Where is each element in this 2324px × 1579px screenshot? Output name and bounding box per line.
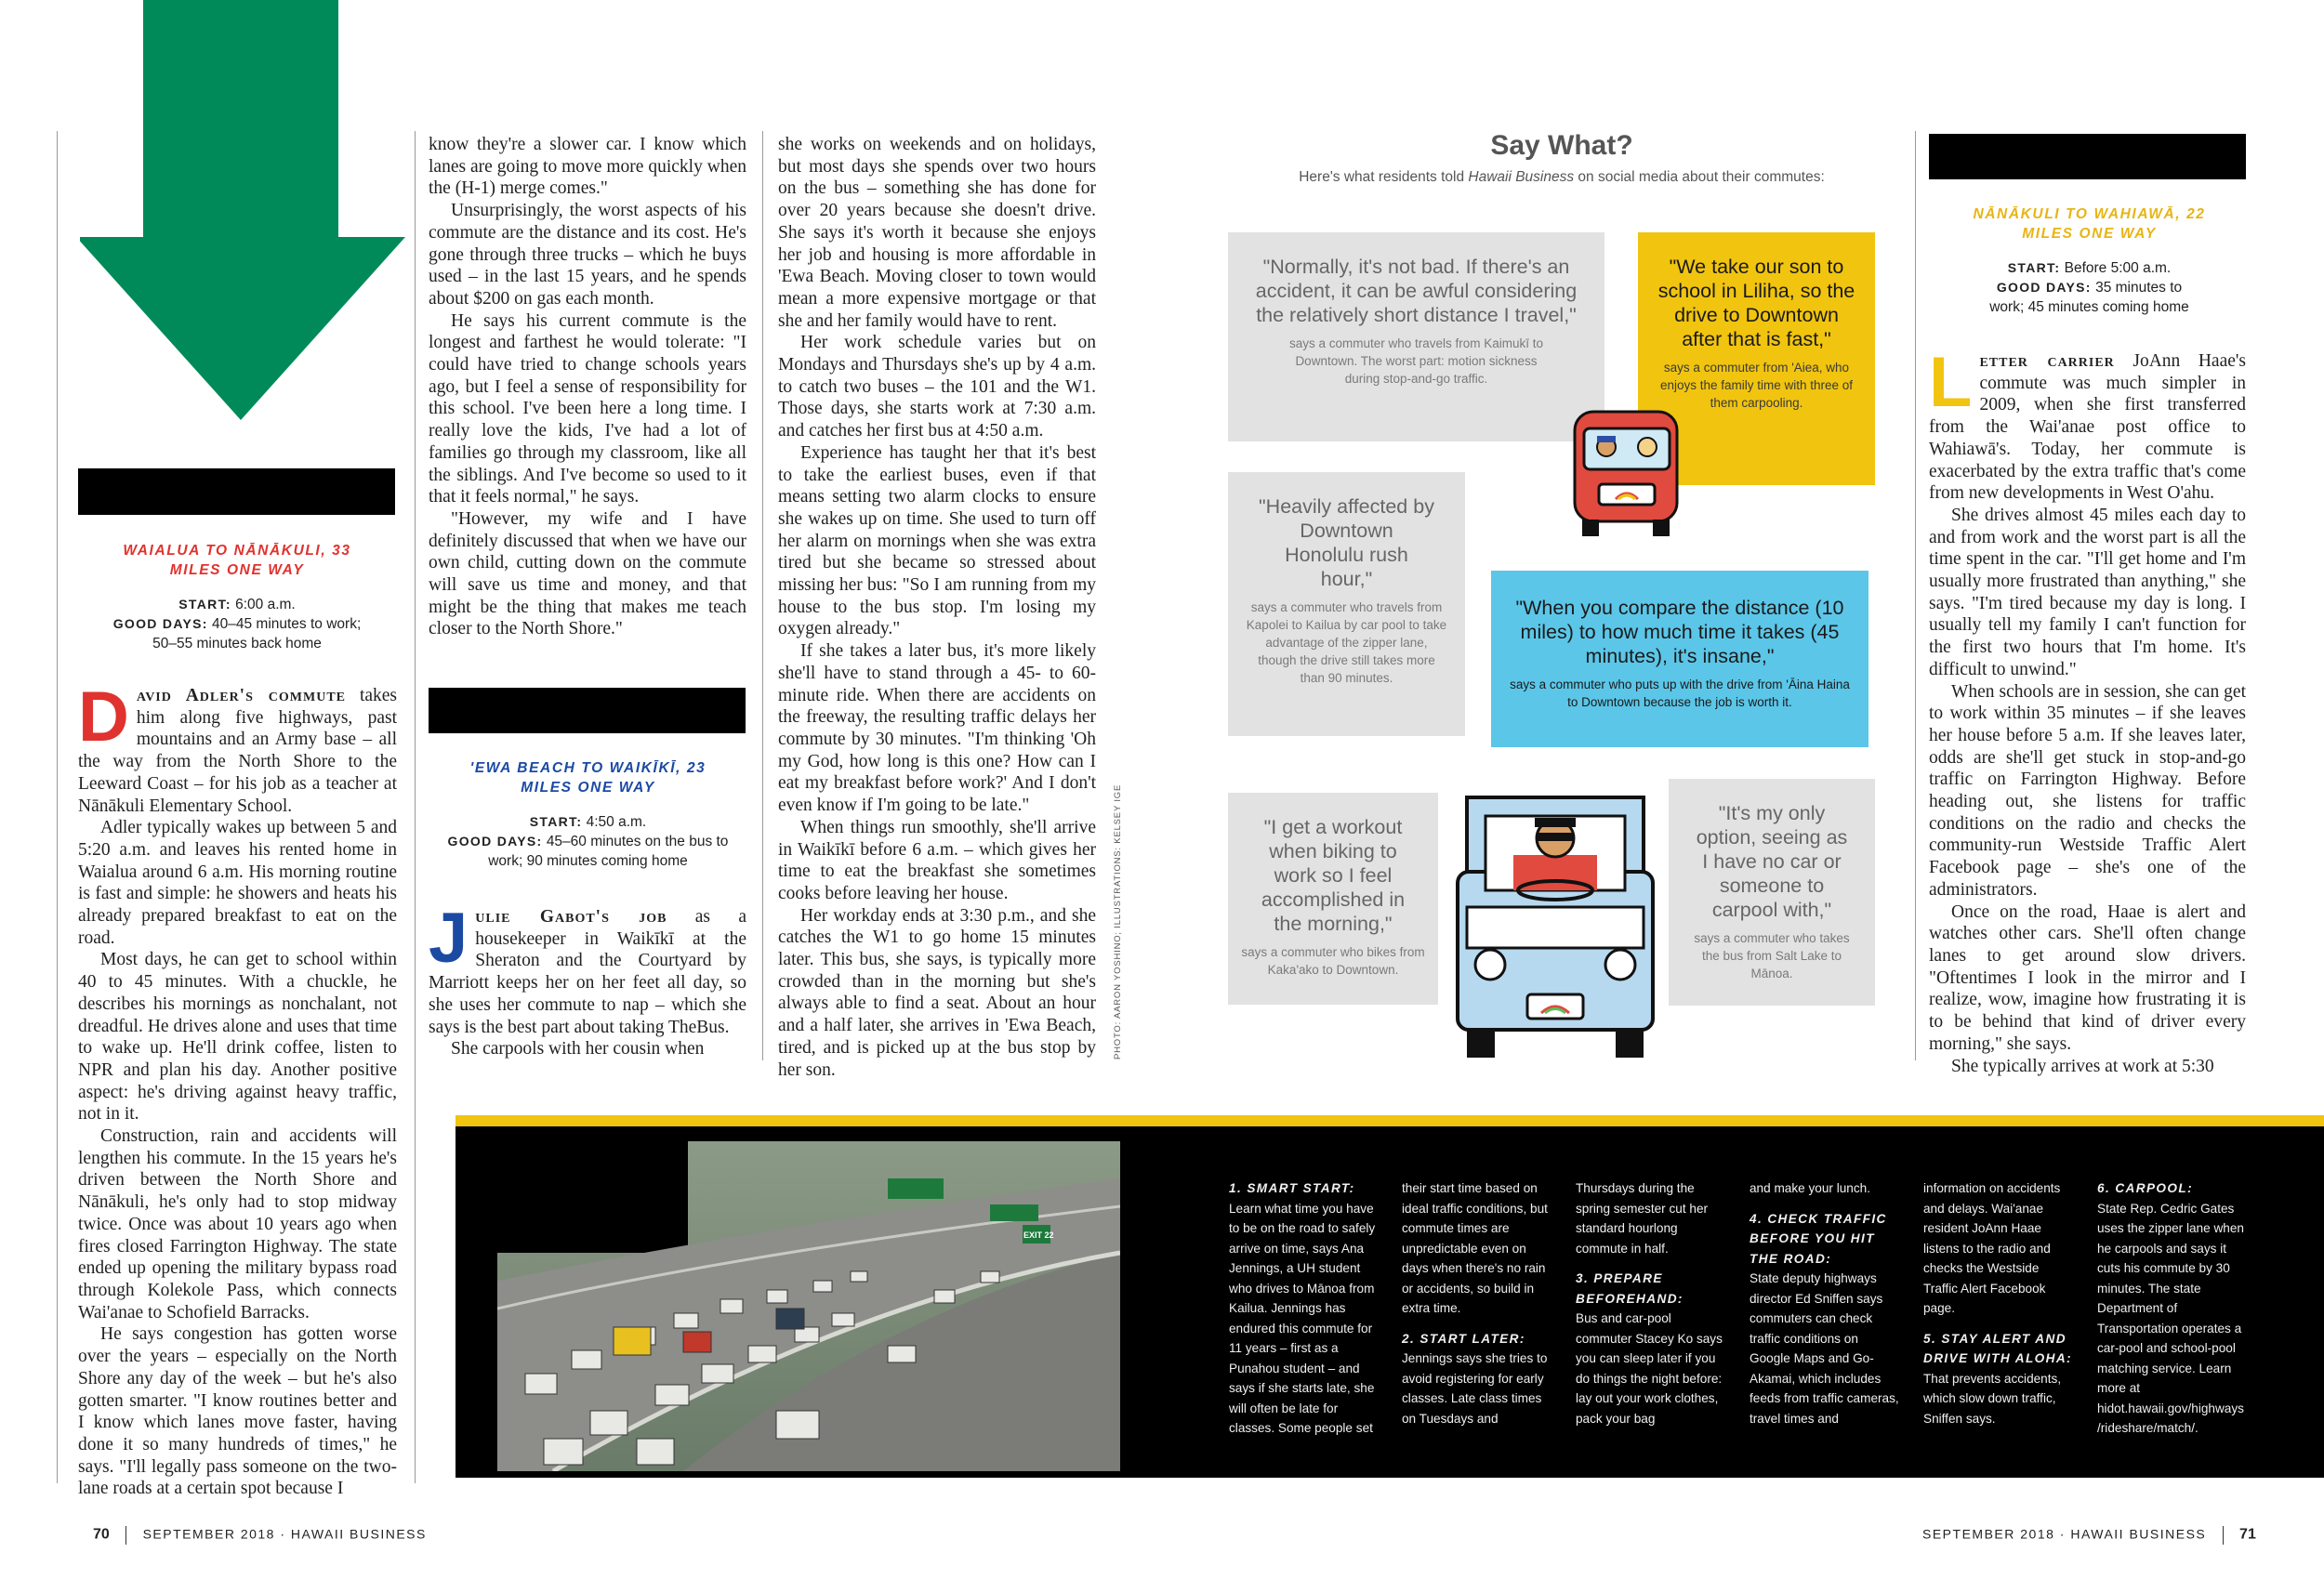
gooddays-value: 40–45 minutes to work; 50–55 minutes back home	[152, 616, 362, 651]
tip-heading: 4. CHECK TRAFFIC BEFORE YOU HIT THE ROAD:	[1750, 1211, 1887, 1266]
quote-attribution: says a commuter who bikes from Kaka'ako to Downtown.	[1241, 945, 1425, 977]
quote-text: "When you compare the distance (10 miles) to how much time it takes (45 minutes), it's insane,"	[1515, 597, 1844, 667]
gooddays-label: GOOD DAYS:	[447, 834, 543, 849]
tips-column	[1576, 1178, 1726, 1428]
quote-bubble	[1228, 472, 1465, 736]
tip-text: Thursdays during the spring semester cut her standard hourlong commute in half.	[1576, 1181, 1709, 1256]
paragraph: If she takes a later bus, it's more likely she'll have to stand through a 45- to 60-minute ride. When there are accidents on the freeway, the resulting traffic delays her commute by 30 minutes. "I'm thinking 'Oh my God, how long is this one? How can I eat my breakfast before work?' And I don't even know if I'm going to be late."	[778, 641, 1096, 816]
paragraph: She drives almost 45 miles each day to and from work and the worst part is all the time spent in the car. "I'll get home and I'm usually more frustrated than anything," she says. "I'm tired because my day is long. I usually tell my family I can't function for the first two hours that I'm home. It's difficult to unwind."	[1929, 505, 2246, 679]
tips-column	[1923, 1178, 2074, 1428]
paragraph: He says congestion has gotten worse over the years – especially on the North Shore any day of the week – but he's also gotten smarter. "I know routines better and I know which lanes move faster, having done it so many hundreds of times," he says. "I'll legally pass someone on the two-lane roads at a certain spot because I	[78, 1324, 397, 1499]
quote-bubble	[1669, 779, 1875, 1006]
tips-column	[1229, 1178, 1380, 1439]
column-rule	[57, 131, 58, 1483]
column-rule	[1915, 131, 1916, 1060]
tips-column	[1402, 1178, 1552, 1428]
paragraph: She carpools with her cousin when	[451, 1039, 705, 1059]
photo-credit: PHOTO: AARON YOSHINO; ILLUSTRATIONS: KELSEY IGE	[1113, 783, 1123, 1059]
drop-cap: J	[429, 899, 469, 978]
paragraph: Experience has taught her that it's best to take the earliest buses, even if that means setting two alarm clocks to ensure she wakes up on time. She used to turn off her alarm on mornings when she was extra tired but she became so stressed about missing her bus: "So I am running from my house to the bus stop. I'm losing my oxygen already."	[778, 442, 1096, 639]
publication-name: Hawaii Business	[1468, 169, 1575, 185]
quote-bubble	[1228, 232, 1604, 441]
column-rule	[762, 131, 763, 1060]
page-number: 71	[2239, 1526, 2256, 1543]
paragraph: as a housekeeper in Waikīkī at the Sheraton and the Courtyard by Marriott keeps her on her feet all day, so she uses her commute to nap – which she says is the best part about taking TheBus.	[429, 907, 747, 1037]
quote-text: "Heavily affected by Downtown Honolulu rush hour,"	[1259, 495, 1434, 590]
article-column-4	[1929, 343, 2246, 1077]
tip-text: their start time based on ideal traffic conditions, but commute times are unpredictable even on days when there's no rain or accidents, so build in extra time.	[1402, 1181, 1548, 1315]
quote-bubble	[1491, 571, 1868, 747]
article-column-2b	[429, 899, 747, 1060]
gooddays-value: 35 minutes to work; 45 minutes coming home	[1989, 280, 2189, 315]
paragraph: takes him along five highways, past mountains and an Army base – all the way from the North Shore to the Leeward Coast – for his job as a teacher at Nānākuli Elementary School.	[78, 686, 398, 816]
tip-text: Bus and car-pool commuter Stacey Ko says you can sleep later if you do things the night before: lay out your work clothes, pack your bag	[1576, 1311, 1723, 1426]
paragraph: Unsurprisingly, the worst aspects of his commute are the distance and its cost. He's gone through three trucks – which he buys used – in the last 15 years, and he spends about $200 on gas each month.	[429, 201, 746, 309]
tip-heading: 3. PREPARE BEFOREHAND:	[1576, 1271, 1684, 1306]
paragraph: "However, my wife and I have definitely discussed that when we have our own child, cutting down on the commute will save us time and money, and that might be the thing that makes me teach closer to the North Shore."	[429, 508, 746, 639]
route-title: NĀNĀKULI TO WAHIAWĀ, 22 MILES ONE WAY	[1973, 206, 2206, 242]
section-header-bar	[78, 468, 395, 515]
paragraph: Most days, he can get to school within 40 to 45 minutes. With a chuckle, he describes his mornings as nonchalant, not dreadful. He drives alone and uses that time to wake up. He'll drink coffee, listen to NPR and plan his day. Another positive aspect: he's driving against heavy traffic, not in it.	[78, 950, 397, 1125]
route-title: WAIALUA TO NĀNĀKULI, 33 MILES ONE WAY	[123, 543, 351, 578]
tip-text: State deputy highways director Ed Sniffen says commuters can check traffic conditions on Google Maps and Go-Akamai, which includes feeds from traffic cameras, travel times and	[1750, 1271, 1899, 1426]
paragraph: JoAnn Haae's commute was much simpler in 2009, when she first transferred from the Wai'anae post office to Wahiawā's. Today, her commute is exacerbated by the extra traffic that's come from new developments in West O'ahu.	[1929, 351, 2246, 504]
tips-column	[1750, 1178, 1900, 1428]
gooddays-label: GOOD DAYS:	[1996, 280, 2092, 295]
paragraph: Adler typically wakes up between 5 and 5:20 a.m. and leaves his rented home in Waialua around 6 a.m. His morning routine is fast and simple: he showers and heats his already prepared breakfast to eat on the road.	[78, 818, 397, 948]
section-header-bar	[1929, 134, 2246, 179]
tip-heading: 6. CARPOOL:	[2097, 1181, 2194, 1195]
quote-attribution: says a commuter who takes the bus from Salt Lake to Mānoa.	[1694, 931, 1850, 980]
tip-heading: 5. STAY ALERT AND DRIVE WITH ALOHA:	[1923, 1331, 2072, 1365]
tips-top-rule	[456, 1115, 2324, 1126]
paragraph: know they're a slower car. I know which lanes are going to move more quickly when the (H-1) merge comes."	[429, 135, 746, 199]
tip-text: information on accidents and delays. Wai'anae resident JoAnn Haae listens to the radio and checks the Westside Traffic Alert Facebook page.	[1923, 1181, 2061, 1315]
paragraph: He says his current commute is the longest and farthest he would tolerate: "I could have tried to change schools years ago, but I feel a sense of responsibility for this school. I've been here a long time. I really love the kids, I've had a lot of families go through my classroom, like all the siblings. And I've become so used to it that it feels normal," he says.	[429, 310, 746, 507]
lead-in: etter carrier	[1979, 351, 2115, 371]
route-info	[442, 812, 734, 871]
quote-text: "I get a workout when biking to work so I feel accomplished in the morning,"	[1261, 816, 1406, 935]
start-label: START:	[2007, 260, 2061, 275]
tip-text: State Rep. Cedric Gates uses the zipper lane when he carpools and says it cuts his commute by 30 minutes. The state Department of Transportation operates a car-pool and school-pool matching service. Learn more at hidot.hawaii.gov/highways/rideshare/match/.	[2097, 1201, 2244, 1435]
footer-right	[1922, 1526, 2256, 1545]
drop-cap: D	[78, 678, 129, 757]
footer-publication: SEPTEMBER 2018 · HAWAII BUSINESS	[142, 1526, 427, 1542]
start-value: 4:50 a.m.	[586, 814, 647, 830]
gooddays-value: 45–60 minutes on the bus to work; 90 minutes coming home	[488, 834, 729, 869]
paragraph: Her work schedule varies but on Mondays and Thursdays she's up by 4 a.m. to catch two buses – the 101 and the W1. Those days, she starts work at 7:30 a.m. and catches her first bus at 4:50 a.m.	[778, 333, 1096, 441]
footer-publication: SEPTEMBER 2018 · HAWAII BUSINESS	[1922, 1526, 2207, 1542]
tips-column	[2097, 1178, 2246, 1439]
article-column-2	[429, 134, 746, 640]
start-value: Before 5:00 a.m.	[2064, 260, 2172, 276]
van-illustration	[1562, 395, 1692, 544]
paragraph: When schools are in session, she can get to work within 35 minutes – if she leaves her house before 5 a.m. If she leaves later, odds are she'll get stuck in stop-and-go traffic on Farrington Highway. Before heading out, she listens for traffic conditions on the radio and checks the community-run Westside Traffic Alert Facebook page – she's one of the administrators.	[1929, 681, 2246, 900]
start-label: START:	[529, 814, 583, 829]
gooddays-label: GOOD DAYS:	[112, 616, 208, 631]
drop-cap: L	[1929, 343, 1973, 422]
quote-attribution: says a commuter who travels from Kapolei to Kailua by car pool to take advantage of the zipper lane, though the drive still takes more than 90 minutes.	[1246, 600, 1447, 685]
paragraph: Construction, rain and accidents will lengthen his commute. In the 15 years he's driven between the North Shore and Nānākuli, he's only had to stop midway twice. Once was about 10 years ago when fires closed Farrington Highway. The state ended up opening the military bypass road through Kolekole Pass, which connects Wai'anae to Schofield Barracks.	[78, 1126, 397, 1322]
highway-photo	[497, 1141, 1120, 1471]
article-column-3	[778, 134, 1096, 1081]
paragraph: She typically arrives at work at 5:30	[1951, 1056, 2214, 1076]
paragraph: Her workday ends at 3:30 p.m., and she catches the W1 to go home 15 minutes later. This bus, she says, is typically more crowded than in the morning but she's always able to find a seat. About an hour and a half later, she arrives in 'Ewa Beach, tired, and is picked up at the bus stop by her son.	[778, 905, 1096, 1080]
article-column-1	[78, 678, 398, 1500]
column-rule	[415, 131, 416, 1483]
say-what-subtitle: Here's what residents told Hawaii Business on social media about their commutes:	[1299, 169, 1825, 185]
lead-in: avid Adler's commute	[136, 686, 347, 705]
page-number: 70	[93, 1526, 110, 1543]
exit-sign-text: EXIT 22	[1023, 1230, 1054, 1240]
tip-heading: 1. SMART START:	[1229, 1181, 1355, 1195]
section-header-bar	[429, 688, 746, 733]
paragraph: Once on the road, Haae is alert and watches other cars. She'll often change lanes to get around slow drivers. "Oftentimes I look in the mirror and I realize, wow, imagine how frustrating it is to be behind that kind of driver every morning," she says.	[1929, 901, 2246, 1054]
quote-attribution: says a commuter who travels from Kaimukī to Downtown. The worst part: motion sickness during stop-and-go traffic.	[1288, 336, 1544, 386]
tip-text: Learn what time you have to be on the road to safely arrive on time, says Ana Jennings, a UH student who drives to Mānoa from Kailua. Jennings has endured this commute for 11 years – first as a Punahou student – and says if she starts late, she will often be late for classes. Some people set	[1229, 1201, 1376, 1435]
tip-text: and make your lunch.	[1750, 1181, 1870, 1195]
tip-text: That prevents accidents, which slow down traffic, Sniffen says.	[1923, 1371, 2062, 1426]
start-label: START:	[178, 597, 231, 612]
footer-left	[93, 1526, 427, 1545]
route-title: 'EWA BEACH TO WAIKĪKĪ, 23 MILES ONE WAY	[469, 760, 706, 796]
paragraph: she works on weekends and on holidays, but most days she spends over two hours on the bus – something she has done for over 20 years because she doesn't drive. She says it's worth it because she enjoys her job and housing is more affordable in 'Ewa Beach. Moving closer to town would mean a more expensive mortgage or that she and her family would have to rent.	[778, 135, 1096, 331]
tip-heading: 2. START LATER:	[1402, 1331, 1525, 1346]
down-arrow-graphic	[80, 0, 426, 420]
route-info	[1943, 258, 2236, 317]
tip-text: Jennings says she tries to avoid registering for early classes. Late class times on Tuesdays and	[1402, 1351, 1548, 1426]
quote-attribution: says a commuter from 'Aiea, who enjoys the family time with three of them carpooling.	[1659, 361, 1854, 410]
car-illustration	[1439, 779, 1671, 1067]
lead-in: ulie Gabot's job	[475, 907, 667, 927]
say-what-title: Say What?	[1490, 130, 1633, 161]
quote-bubble	[1228, 793, 1438, 1005]
quote-text: "It's my only option, seeing as I have no car or someone to carpool with,"	[1696, 802, 1848, 921]
quote-attribution: says a commuter who puts up with the drive from 'Āina Haina to Downtown because the job is worth it.	[1510, 678, 1850, 709]
start-value: 6:00 a.m.	[235, 597, 296, 612]
quote-text: "Normally, it's not bad. If there's an accident, it can be awful considering the relatively short distance I travel,"	[1255, 256, 1578, 326]
route-info	[93, 595, 381, 653]
paragraph: When things run smoothly, she'll arrive in Waikīkī before 6 a.m. – which gives her time to eat the breakfast she sometimes cooks before leaving her house.	[778, 817, 1096, 903]
quote-text: "We take our son to school in Liliha, so the drive to Downtown after that is fast,"	[1657, 256, 1855, 350]
